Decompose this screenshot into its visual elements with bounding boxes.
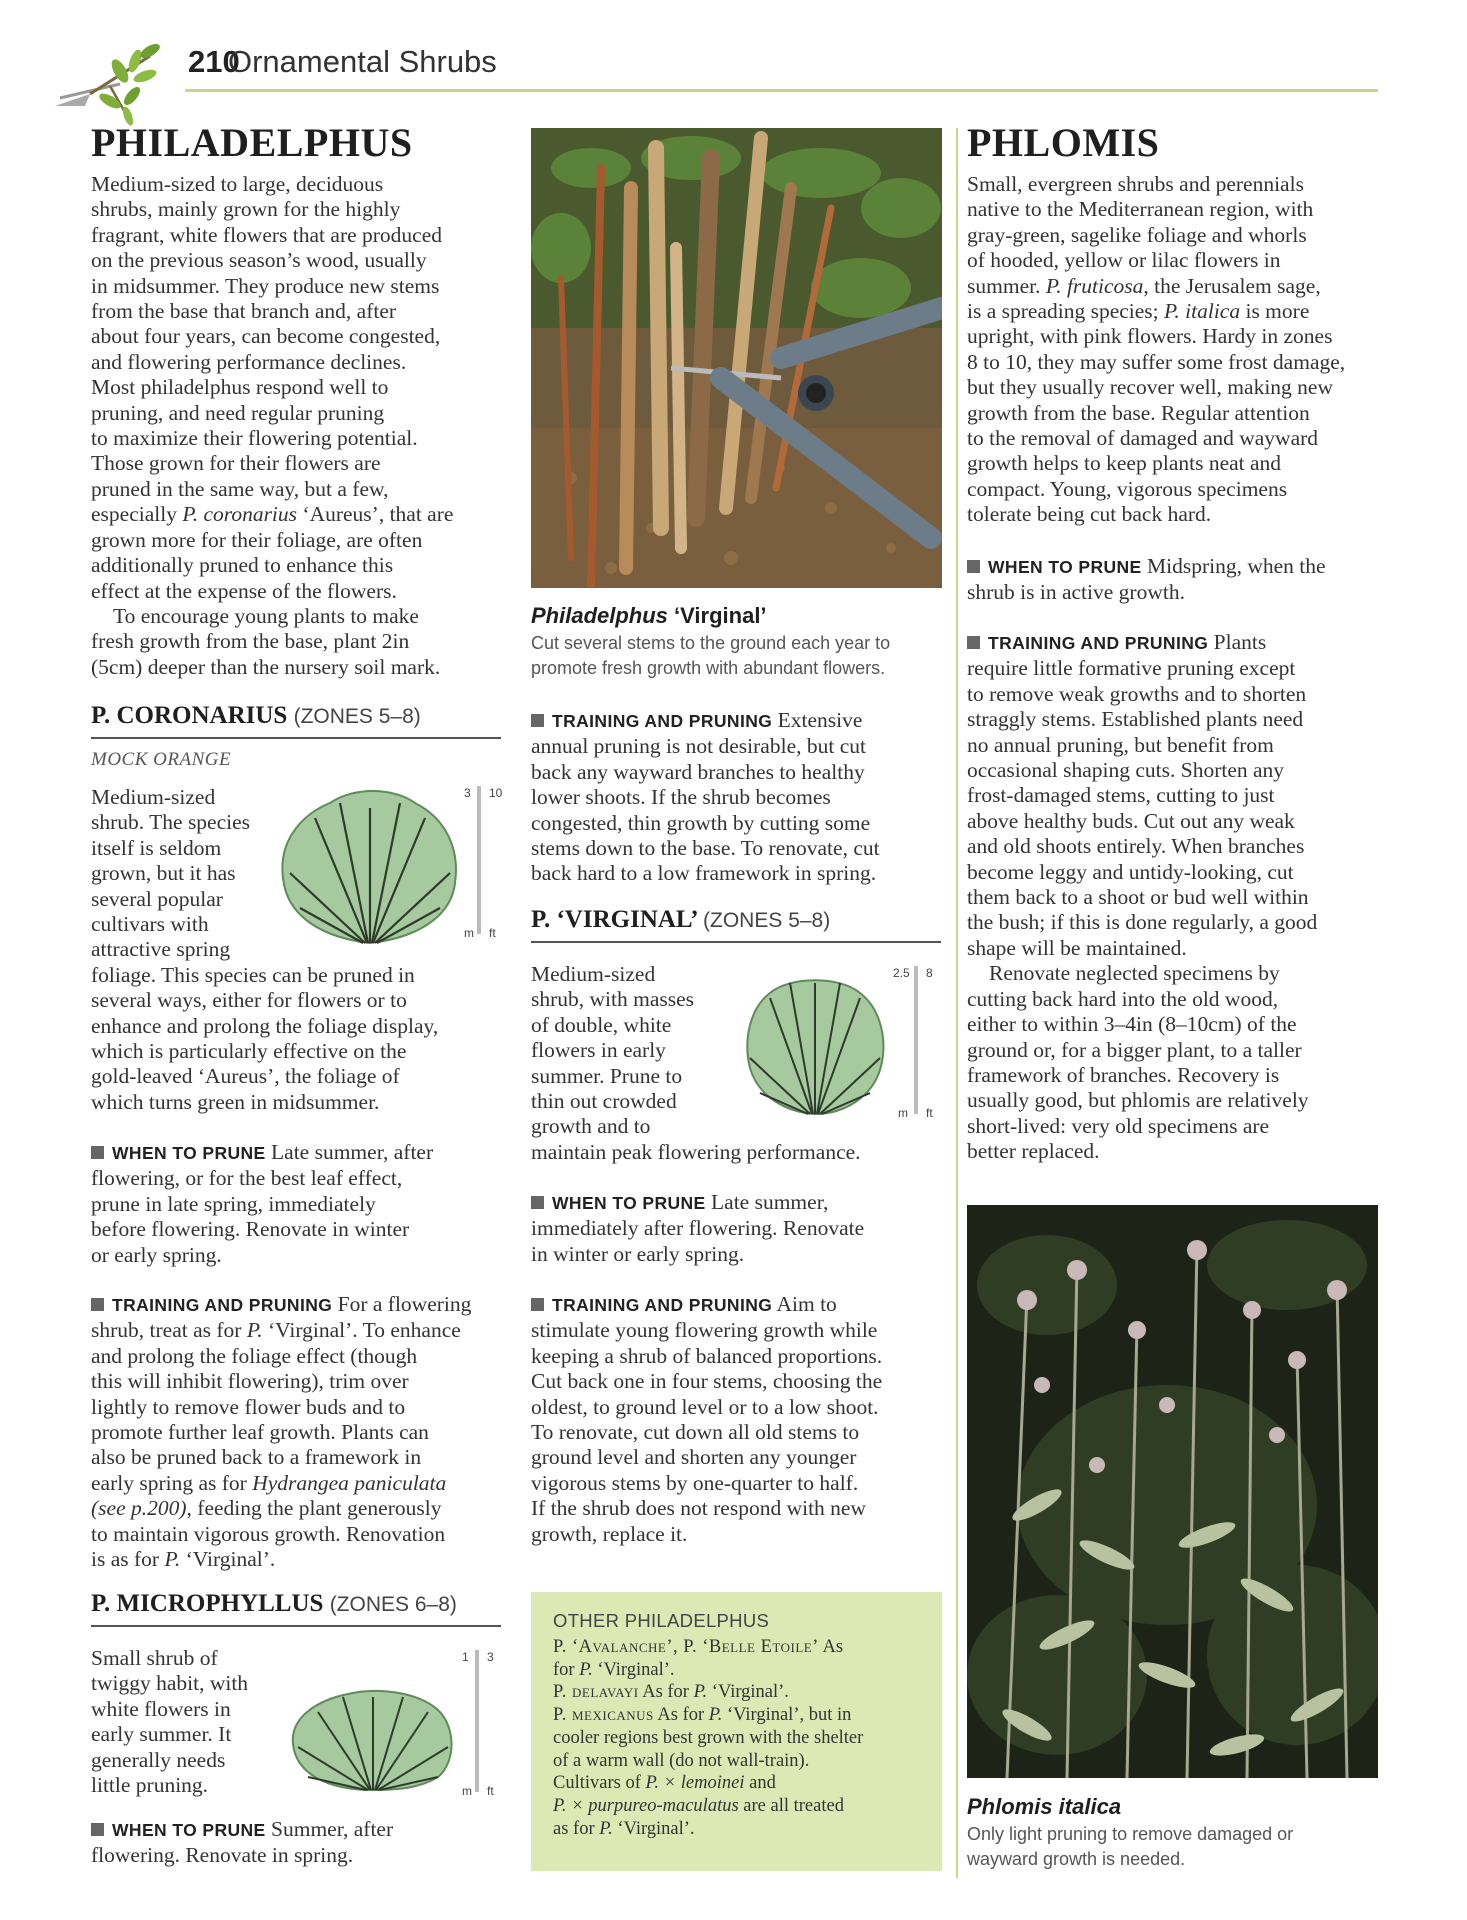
bullet-square-icon [531, 714, 544, 727]
header-rule [185, 89, 1378, 92]
bullet-square-icon [967, 636, 980, 649]
virginal-unit-m: m [898, 1106, 908, 1120]
virginal-unit-ft: ft [926, 1106, 933, 1120]
phlomis-when-to-prune: WHEN TO PRUNE Midspring, when the shrub is in active growth. [967, 554, 1326, 605]
philadelphus-virginal-photo [531, 128, 942, 588]
coronarius-common-name: MOCK ORANGE [91, 749, 232, 770]
coronarius-training-continued: TRAINING AND PRUNING Extensive annual pruning is not desirable, but cut back any wayward branches to healthy lower shoots. If the shrub becomes congested, thin growth by cutting some stems down to the base. To renovate, cut back hard to a low framework in spring. [531, 708, 880, 886]
coronarius-rule [91, 737, 501, 739]
phlomis-heading: PHLOMIS [967, 120, 1160, 165]
virginal-photo-caption-text: Cut several stems to the ground each year to promote fresh growth with abundant flowers. [531, 633, 891, 678]
phlomis-photo-caption-title: Phlomis italica [967, 1794, 1122, 1819]
microphyllus-scale-m: 1 [462, 1650, 469, 1664]
virginal-shrub-illustration [740, 968, 890, 1118]
coronarius-heading: P. CORONARIUS (ZONES 5–8) [91, 702, 421, 729]
microphyllus-unit-m: m [462, 1784, 472, 1798]
virginal-heading: P. ‘VIRGINAL’ (ZONES 5–8) [531, 906, 831, 933]
column-divider [956, 128, 958, 1878]
microphyllus-shrub-illustration [288, 1682, 458, 1794]
phlomis-intro: Small, evergreen shrubs and perennials native to the Mediterranean region, with gray-green, sagelike foliage and whorls of hooded, yellow or lilac flowers in summer. P. fruticosa, the Jerusalem sage, is a spreading species; P. italica is more upright, with pink flowers. Hardy in zones 8 to 10, they may suffer some frost damage, but they usually recover well, making new growth from the base. Regular attention to the removal of damaged and wayward growth helps to keep plants neat and compact. Young, vigorous specimens tolerate being cut back hard. [967, 172, 1346, 527]
bullet-square-icon [531, 1196, 544, 1209]
coronarius-training: TRAINING AND PRUNING For a flowering shrub, treat as for P. ‘Virginal’. To enhance and prolong the foliage effect (though this will inhibit flowering), trim over lightly to remove flower buds and to promote further leaf growth. Plants can also be pruned back to a framework in early spring as for Hydrangea paniculata (see p.200), feeding the plant generously to maintain vigorous growth. Renovation is as for P. ‘Virginal’. [91, 1292, 472, 1572]
virginal-description: Medium-sized shrub, with masses of double, white flowers in early summer. Prune to thin out crowded growth and to maintain peak flowering performance. [531, 962, 861, 1164]
phlomis-training: TRAINING AND PRUNING Plants require little formative pruning except to remove weak growths and to shorten straggly stems. Established plants need no annual pruning, but benefit from occasional shaping cuts. Shorten any frost-damaged stems, cutting to just above healthy buds. Cut out any weak and old shoots entirely. When branches become leggy and untidy-looking, cut them back to a shoot or bud well within the bush; if this is done regularly, a good shape will be maintained. Renovate neglected specimens by cutting back hard into the old wood, either to within 3–4in (8–10cm) of the ground or, for a bigger plant, to a taller framework of branches. Recovery is usually good, but phlomis are relatively short-lived: very old specimens are better replaced. [967, 630, 1318, 1164]
virginal-scale-bar [914, 966, 918, 1114]
coronarius-description: Medium-sized shrub. The species itself is seldom grown, but it has several popular cultivars with attractive spring foliage. This species can be pruned in several ways, either for flowers or to enhance and prolong the foliage display, which is particularly effective on the gold-leaved ‘Aureus’, the foliage of which turns green in midsummer. [91, 785, 439, 1114]
other-philadelphus-list: P. ‘Avalanche’, P. ‘Belle Etoile’ As for P. ‘Virginal’. P. delavayi As for P. ‘Virginal’. P. mexicanus As for P. ‘Virginal’, but in cooler regions best grown with the shelter of a warm wall (do not wall-train). Cultivars of P. × lemoinei and P. × purpureo-maculatus are all treated as for P. ‘Virginal’. [553, 1637, 864, 1839]
bullet-square-icon [91, 1823, 104, 1836]
coronarius-shrub-illustration [275, 778, 465, 948]
section-title: Ornamental Shrubs [228, 44, 497, 79]
bullet-square-icon [531, 1298, 544, 1311]
coronarius-unit-ft: ft [489, 926, 496, 940]
other-philadelphus-heading: OTHER PHILADELPHUS [553, 1610, 770, 1631]
coronarius-when-to-prune: WHEN TO PRUNE Late summer, after flowering, or for the best leaf effect, prune in late spring, immediately before flowering. Renovate in winter or early spring. [91, 1140, 434, 1267]
bullet-square-icon [91, 1298, 104, 1311]
bullet-square-icon [91, 1146, 104, 1159]
leafy-branch-with-secateurs-icon [50, 36, 180, 126]
microphyllus-heading: P. MICROPHYLLUS (ZONES 6–8) [91, 1590, 457, 1617]
phlomis-italica-photo [967, 1205, 1378, 1778]
virginal-scale-ft: 8 [926, 966, 933, 980]
bullet-square-icon [967, 560, 980, 573]
microphyllus-when-to-prune: WHEN TO PRUNE Summer, after flowering. Renovate in spring. [91, 1817, 394, 1868]
microphyllus-rule [91, 1625, 501, 1627]
virginal-rule [531, 941, 941, 943]
coronarius-scale-bar [477, 786, 481, 934]
virginal-photo-caption-title: Philadelphus ‘Virginal’ [531, 603, 767, 628]
microphyllus-unit-ft: ft [487, 1784, 494, 1798]
microphyllus-description: Small shrub of twiggy habit, with white flowers in early summer. It generally needs little pruning. [91, 1646, 249, 1798]
page-number: 210 [188, 44, 240, 79]
microphyllus-scale-ft: 3 [487, 1650, 494, 1664]
coronarius-scale-m: 3 [464, 786, 471, 800]
philadelphus-intro: Medium-sized to large, deciduous shrubs, mainly grown for the highly fragrant, white flowers that are produced on the previous season’s wood, usually in midsummer. They produce new stems from the base that branch and, after about four years, can become congested, and flowering performance declines. Most philadelphus respond well to pruning, and need regular pruning to maximize their flowering potential. Those grown for their flowers are pruned in the same way, but a few, especially P. coronarius ‘Aureus’, that are grown more for their foliage, are often additionally pruned to enhance this effect at the expense of the flowers. To encourage young plants to make fresh growth from the base, plant 2in (5cm) deeper than the nursery soil mark. [91, 172, 454, 679]
virginal-training: TRAINING AND PRUNING Aim to stimulate young flowering growth while keeping a shrub of balanced proportions. Cut back one in four stems, choosing the oldest, to ground level or to a low shoot. To renovate, cut down all old stems to ground level and shorten any younger vigorous stems by one-quarter to half. If the shrub does not respond with new growth, replace it. [531, 1292, 883, 1546]
microphyllus-scale-bar [475, 1650, 479, 1792]
coronarius-scale-ft: 10 [489, 786, 503, 800]
coronarius-unit-m: m [464, 926, 474, 940]
phlomis-photo-caption-text: Only light pruning to remove damaged or wayward growth is needed. [967, 1824, 1294, 1869]
philadelphus-heading: PHILADELPHUS [91, 120, 413, 165]
virginal-scale-m: 2.5 [893, 966, 910, 980]
virginal-when-to-prune: WHEN TO PRUNE Late summer, immediately after flowering. Renovate in winter or early spring. [531, 1190, 865, 1266]
